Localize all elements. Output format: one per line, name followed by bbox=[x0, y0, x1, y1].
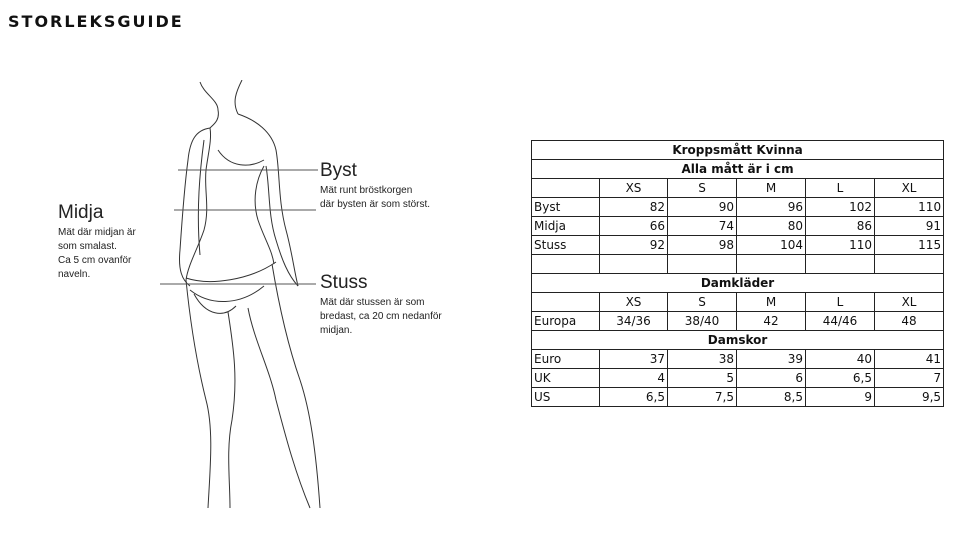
page-title: STORLEKSGUIDE bbox=[8, 12, 184, 31]
stuss-description bbox=[320, 296, 442, 338]
empty-cell bbox=[532, 293, 600, 312]
size-header-cell: XL bbox=[875, 293, 944, 312]
table-cell: 80 bbox=[737, 217, 806, 236]
byst-title: Byst bbox=[320, 160, 357, 181]
table-cell: 115 bbox=[875, 236, 944, 255]
empty-cell bbox=[532, 255, 600, 274]
table-cell: 9,5 bbox=[875, 388, 944, 407]
table-row-byst bbox=[532, 198, 944, 217]
table-row-euro bbox=[532, 350, 944, 369]
table-cell: 48 bbox=[875, 312, 944, 331]
stuss-title: Stuss bbox=[320, 272, 368, 293]
size-header-cell: S bbox=[668, 179, 737, 198]
size-header-cell: M bbox=[737, 179, 806, 198]
byst-desc-line: Mät runt bröstkorgen bbox=[320, 185, 413, 196]
table-cell: 9 bbox=[806, 388, 875, 407]
row-label: Byst bbox=[532, 198, 600, 217]
midja-title: Midja bbox=[58, 202, 104, 223]
table-cell: 37 bbox=[600, 350, 668, 369]
empty-cell bbox=[806, 255, 875, 274]
table-row-midja bbox=[532, 217, 944, 236]
size-header-cell: XL bbox=[875, 179, 944, 198]
table-subtitle: Alla mått är i cm bbox=[532, 160, 944, 179]
table-cell: 110 bbox=[875, 198, 944, 217]
table-cell: 86 bbox=[806, 217, 875, 236]
row-label: Europa bbox=[532, 312, 600, 331]
size-header-cell: S bbox=[668, 293, 737, 312]
midja-desc-line: naveln. bbox=[58, 269, 91, 280]
empty-cell bbox=[600, 255, 668, 274]
table-cell: 96 bbox=[737, 198, 806, 217]
stuss-desc-line: bredast, ca 20 cm nedanför bbox=[320, 311, 442, 322]
damklader-title: Damkläder bbox=[532, 274, 944, 293]
size-header-cell: L bbox=[806, 179, 875, 198]
size-table bbox=[531, 140, 944, 407]
table-cell: 102 bbox=[806, 198, 875, 217]
table-cell: 4 bbox=[600, 369, 668, 388]
byst-label bbox=[320, 160, 430, 212]
size-header-row bbox=[532, 179, 944, 198]
table-cell: 7 bbox=[875, 369, 944, 388]
table-row-europa bbox=[532, 312, 944, 331]
damklader-size-row bbox=[532, 293, 944, 312]
table-subtitle-row bbox=[532, 160, 944, 179]
table-cell: 110 bbox=[806, 236, 875, 255]
table-cell: 42 bbox=[737, 312, 806, 331]
table-cell: 82 bbox=[600, 198, 668, 217]
empty-cell bbox=[668, 255, 737, 274]
table-cell: 40 bbox=[806, 350, 875, 369]
damklader-title-row bbox=[532, 274, 944, 293]
table-cell: 41 bbox=[875, 350, 944, 369]
table-cell: 8,5 bbox=[737, 388, 806, 407]
empty-cell bbox=[875, 255, 944, 274]
midja-label bbox=[58, 202, 136, 282]
table-cell: 104 bbox=[737, 236, 806, 255]
stuss-desc-line: Mät där stussen är som bbox=[320, 297, 425, 308]
row-label: Euro bbox=[532, 350, 600, 369]
size-header-cell: XS bbox=[600, 179, 668, 198]
table-cell: 92 bbox=[600, 236, 668, 255]
size-header-cell: M bbox=[737, 293, 806, 312]
table-cell: 5 bbox=[668, 369, 737, 388]
size-header-cell: L bbox=[806, 293, 875, 312]
damskor-title: Damskor bbox=[532, 331, 944, 350]
table-row-uk bbox=[532, 369, 944, 388]
row-label: UK bbox=[532, 369, 600, 388]
byst-desc-line: där bysten är som störst. bbox=[320, 199, 431, 210]
table-cell: 34/36 bbox=[600, 312, 668, 331]
table-cell: 6 bbox=[737, 369, 806, 388]
table-empty-row bbox=[532, 255, 944, 274]
table-cell: 74 bbox=[668, 217, 737, 236]
row-label: Midja bbox=[532, 217, 600, 236]
stuss-label bbox=[320, 272, 442, 338]
table-cell: 7,5 bbox=[668, 388, 737, 407]
midja-desc-line: som smalast. bbox=[58, 241, 117, 252]
row-label: Stuss bbox=[532, 236, 600, 255]
table-title-row bbox=[532, 141, 944, 160]
table-cell: 90 bbox=[668, 198, 737, 217]
damskor-title-row bbox=[532, 331, 944, 350]
size-header-cell: XS bbox=[600, 293, 668, 312]
table-cell: 66 bbox=[600, 217, 668, 236]
midja-description bbox=[58, 226, 136, 282]
midja-desc-line: Mät där midjan är bbox=[58, 227, 136, 238]
table-row-us bbox=[532, 388, 944, 407]
empty-cell bbox=[737, 255, 806, 274]
table-cell: 39 bbox=[737, 350, 806, 369]
empty-cell bbox=[532, 179, 600, 198]
table-cell: 38 bbox=[668, 350, 737, 369]
midja-desc-line: Ca 5 cm ovanför bbox=[58, 255, 132, 266]
table-row-stuss bbox=[532, 236, 944, 255]
table-cell: 38/40 bbox=[668, 312, 737, 331]
byst-description bbox=[320, 184, 430, 212]
table-cell: 91 bbox=[875, 217, 944, 236]
stuss-desc-line: midjan. bbox=[320, 325, 353, 336]
table-cell: 98 bbox=[668, 236, 737, 255]
table-title: Kroppsmått Kvinna bbox=[532, 141, 944, 160]
table-cell: 44/46 bbox=[806, 312, 875, 331]
row-label: US bbox=[532, 388, 600, 407]
table-cell: 6,5 bbox=[806, 369, 875, 388]
table-cell: 6,5 bbox=[600, 388, 668, 407]
